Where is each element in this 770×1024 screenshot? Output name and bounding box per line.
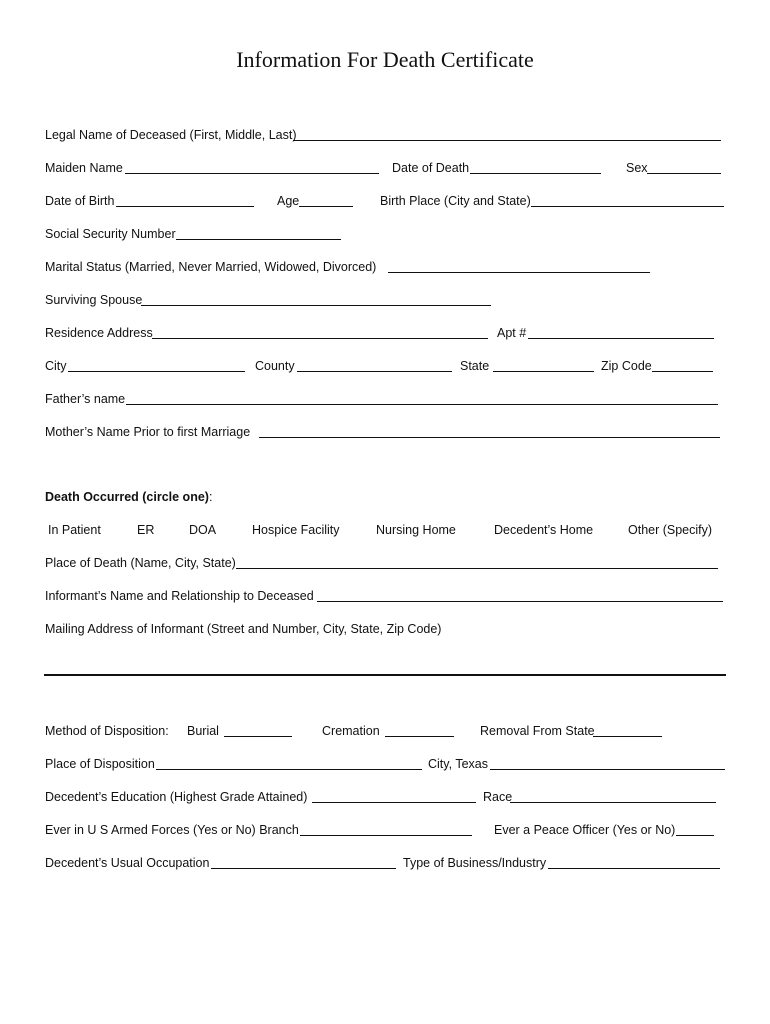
row-disposition-method (0, 721, 770, 741)
place-of-death-field[interactable] (236, 568, 718, 569)
death-occurred-heading (45, 490, 212, 504)
cremation-field[interactable] (385, 736, 454, 737)
row-death-options (0, 520, 770, 540)
business-label: Type of Business/Industry (403, 856, 547, 870)
armed-forces-label: Ever in U S Armed Forces (Yes or No) Branch (45, 823, 299, 837)
place-disposition-label: Place of Disposition (45, 757, 155, 771)
date-of-birth-label: Date of Birth (45, 194, 115, 208)
option-doa[interactable]: DOA (189, 523, 217, 537)
option-in-patient[interactable]: In Patient (48, 523, 101, 537)
mother-name-field[interactable] (259, 437, 720, 438)
city-label: City (45, 359, 67, 373)
place-of-death-label: Place of Death (Name, City, State) (45, 556, 236, 570)
city-texas-label: City, Texas (428, 757, 488, 771)
surviving-spouse-field[interactable] (141, 305, 491, 306)
age-label: Age (277, 194, 300, 208)
age-field[interactable] (299, 206, 353, 207)
apt-label: Apt # (497, 326, 527, 340)
option-decedents-home[interactable]: Decedent’s Home (494, 523, 594, 537)
occupation-field[interactable] (211, 868, 396, 869)
birth-place-label: Birth Place (City and State) (380, 194, 531, 208)
method-disposition-label: Method of Disposition: (45, 724, 169, 738)
row-mother (0, 422, 770, 442)
row-ssn (0, 224, 770, 244)
row-maiden (0, 158, 770, 178)
armed-forces-field[interactable] (300, 835, 472, 836)
race-field[interactable] (510, 802, 716, 803)
row-education (0, 787, 770, 807)
legal-name-label: Legal Name of Deceased (First, Middle, Last) (45, 128, 297, 142)
business-field[interactable] (548, 868, 720, 869)
sex-label: Sex (626, 161, 648, 175)
row-place-of-death (0, 553, 770, 573)
death-occurred-label: Death Occurred (circle one) (45, 490, 209, 504)
mother-name-label: Mother’s Name Prior to first Marriage (45, 425, 251, 439)
father-name-label: Father’s name (45, 392, 126, 406)
marital-status-label: Marital Status (Married, Never Married, Widowed, Divorced) (45, 260, 377, 274)
zip-code-field[interactable] (652, 371, 713, 372)
birth-place-field[interactable] (531, 206, 724, 207)
option-hospice[interactable]: Hospice Facility (252, 523, 340, 537)
peace-officer-label: Ever a Peace Officer (Yes or No) (494, 823, 676, 837)
peace-officer-field[interactable] (676, 835, 714, 836)
mailing-address-rule[interactable] (44, 674, 726, 676)
option-er[interactable]: ER (137, 523, 155, 537)
surviving-spouse-label: Surviving Spouse (45, 293, 143, 307)
row-city (0, 356, 770, 376)
row-residence (0, 323, 770, 343)
row-occupation (0, 853, 770, 873)
date-of-birth-field[interactable] (116, 206, 254, 207)
ssn-label: Social Security Number (45, 227, 176, 241)
sex-field[interactable] (647, 173, 721, 174)
removal-label: Removal From State (480, 724, 595, 738)
burial-label: Burial (187, 724, 219, 738)
date-of-death-field[interactable] (470, 173, 601, 174)
maiden-name-label: Maiden Name (45, 161, 123, 175)
informant-field[interactable] (317, 601, 723, 602)
row-marital (0, 257, 770, 277)
removal-field[interactable] (593, 736, 662, 737)
death-occurred-colon: : (208, 490, 213, 504)
zip-code-label: Zip Code (601, 359, 652, 373)
education-label: Decedent’s Education (Highest Grade Attained) (45, 790, 308, 804)
mailing-address-label: Mailing Address of Informant (Street and Number, City, State, Zip Code) (45, 622, 442, 636)
row-mailing (0, 619, 770, 639)
residence-address-field[interactable] (152, 338, 488, 339)
option-other[interactable]: Other (Specify) (628, 523, 713, 537)
city-field[interactable] (68, 371, 245, 372)
residence-address-label: Residence Address (45, 326, 153, 340)
burial-field[interactable] (224, 736, 292, 737)
row-informant (0, 586, 770, 606)
cremation-label: Cremation (322, 724, 380, 738)
race-label: Race (483, 790, 513, 804)
row-father (0, 389, 770, 409)
legal-name-field[interactable] (293, 140, 721, 141)
option-nursing-home[interactable]: Nursing Home (376, 523, 456, 537)
row-spouse (0, 290, 770, 310)
row-death-occurred (0, 487, 770, 507)
father-name-field[interactable] (126, 404, 718, 405)
ssn-field[interactable] (176, 239, 341, 240)
date-of-death-label: Date of Death (392, 161, 470, 175)
county-field[interactable] (297, 371, 452, 372)
maiden-name-field[interactable] (125, 173, 379, 174)
occupation-label: Decedent’s Usual Occupation (45, 856, 210, 870)
row-place-disposition (0, 754, 770, 774)
city-texas-field[interactable] (490, 769, 725, 770)
row-legal-name (0, 125, 770, 145)
marital-status-field[interactable] (388, 272, 650, 273)
apt-field[interactable] (528, 338, 714, 339)
education-field[interactable] (312, 802, 476, 803)
state-label: State (460, 359, 490, 373)
county-label: County (255, 359, 295, 373)
row-birth (0, 191, 770, 211)
place-disposition-field[interactable] (156, 769, 422, 770)
state-field[interactable] (493, 371, 594, 372)
page-title: Information For Death Certificate (236, 47, 534, 72)
row-armed-forces (0, 820, 770, 840)
informant-label: Informant’s Name and Relationship to Deceased (45, 589, 314, 603)
